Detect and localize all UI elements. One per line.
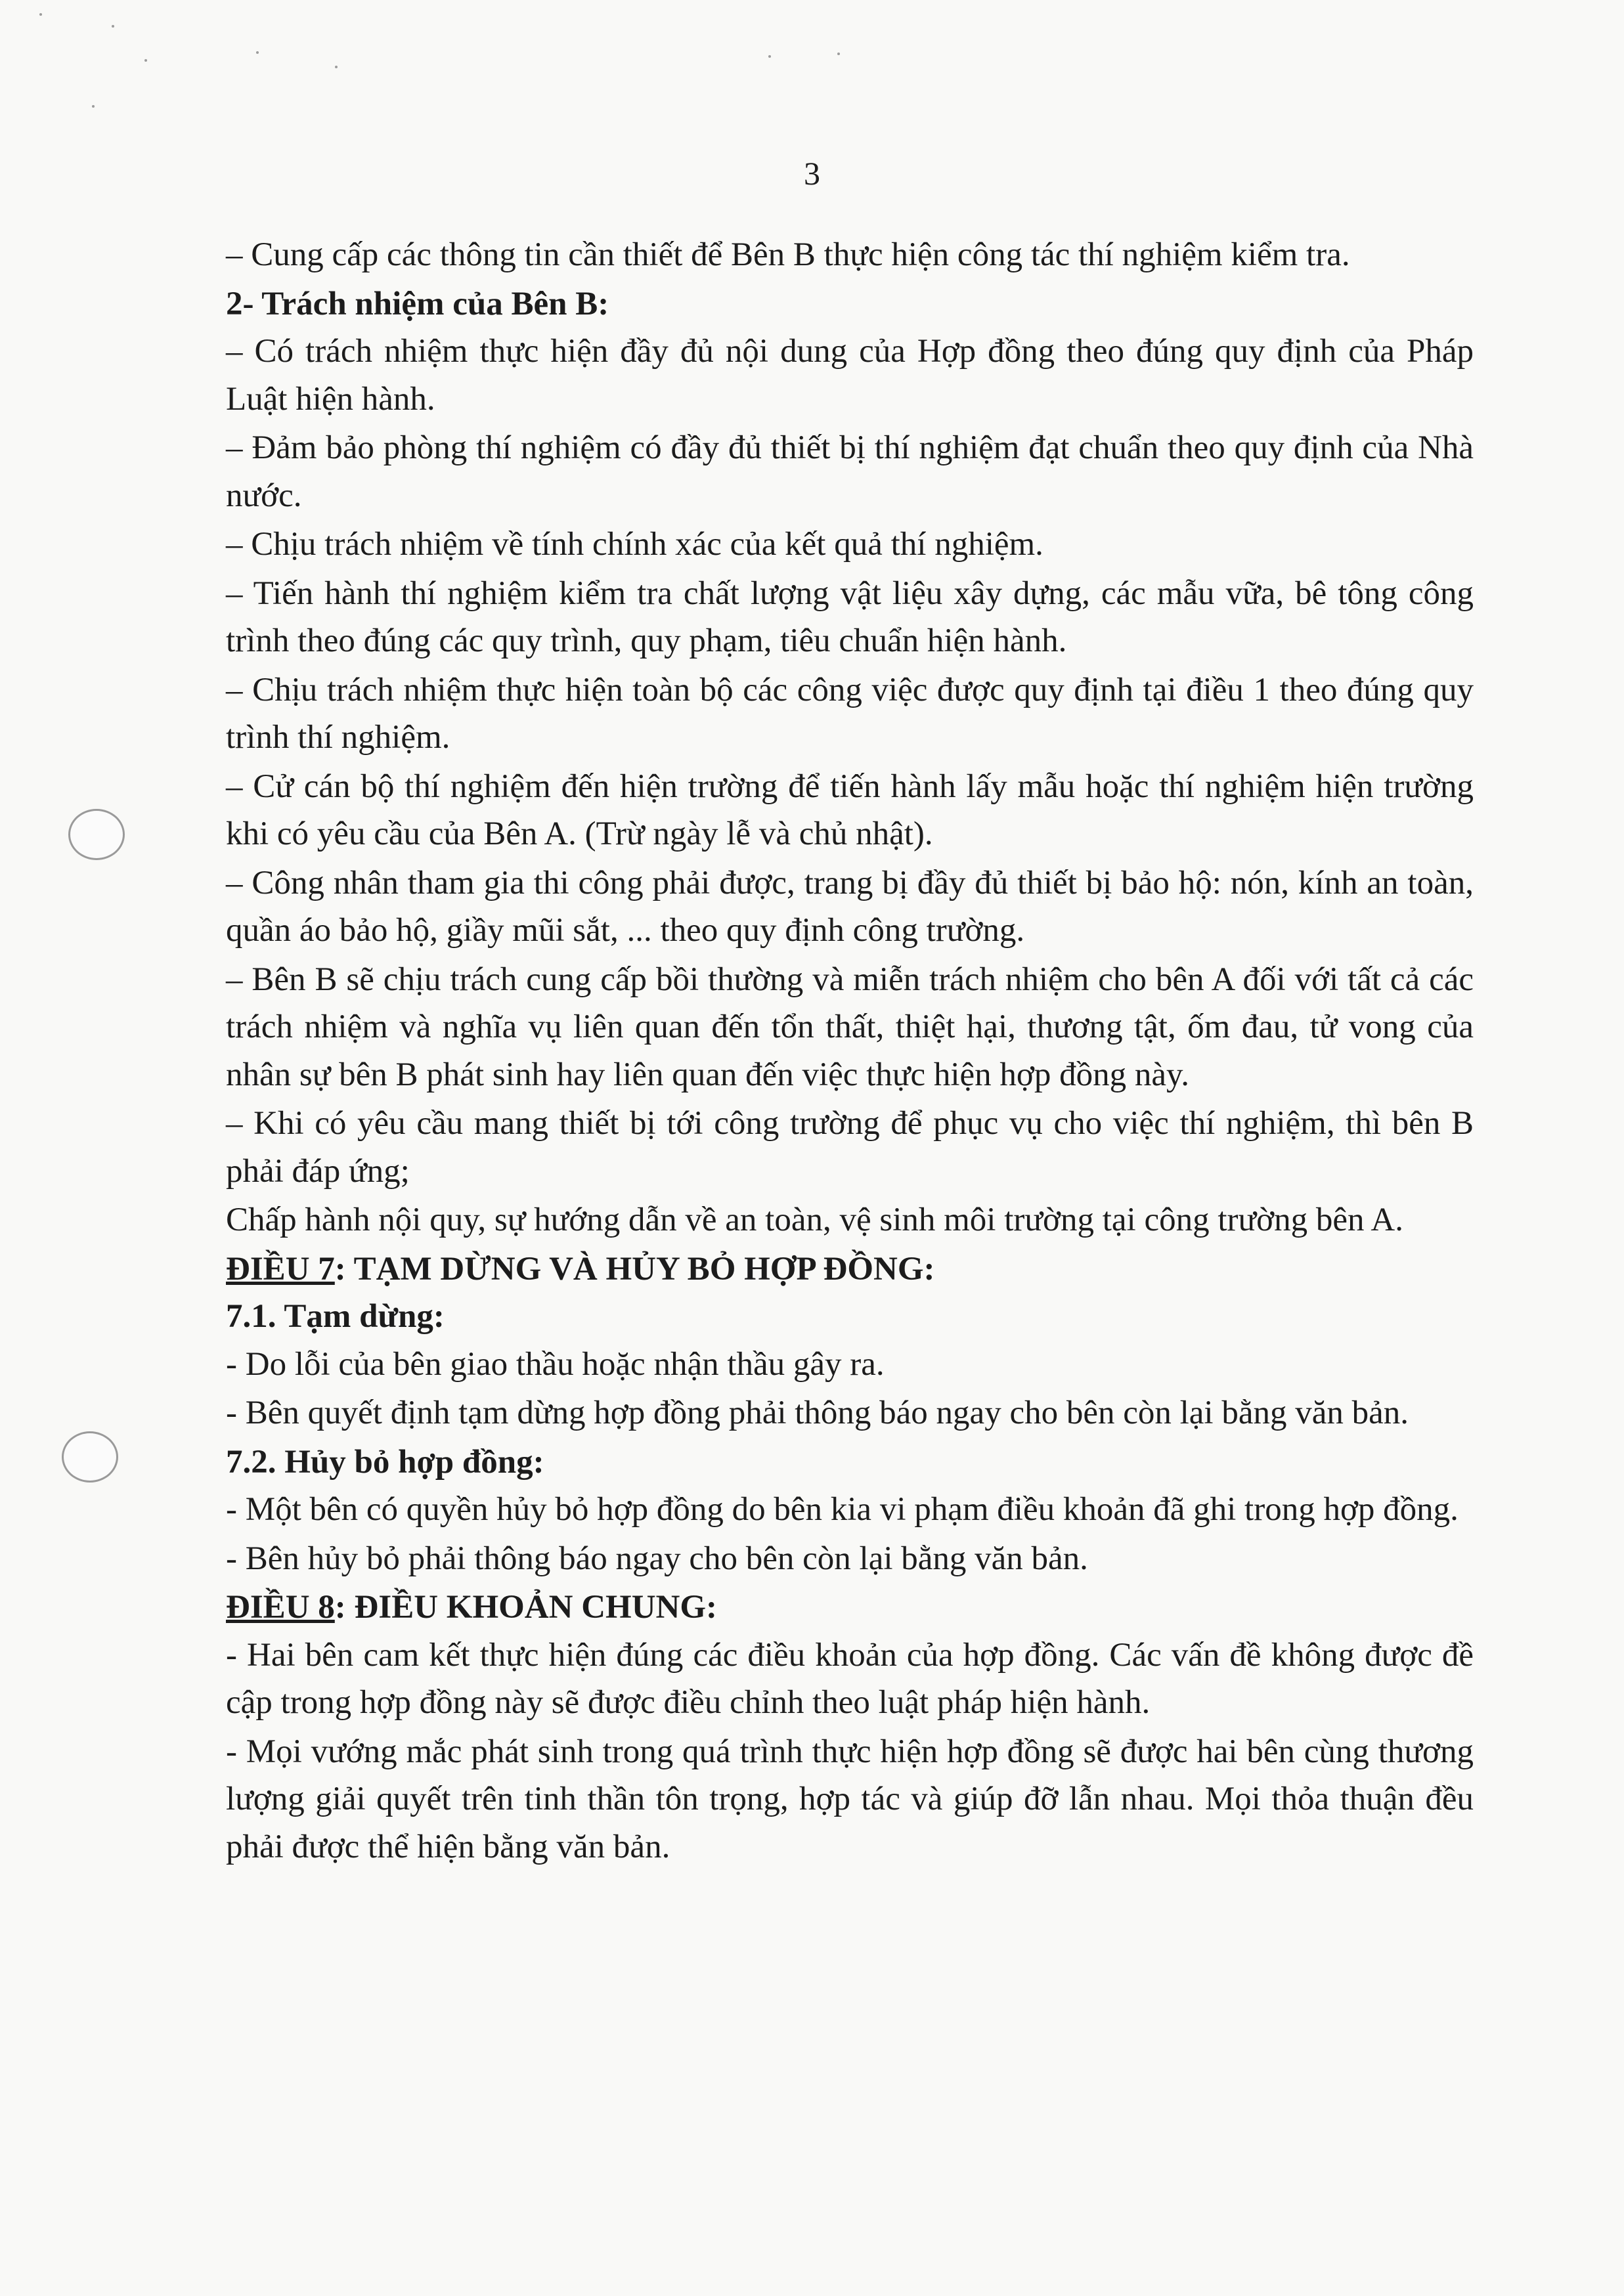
- paragraph: – Cung cấp các thông tin cần thiết để Bên B thực hiện công tác thí nghiệm kiểm tra.: [226, 236, 1350, 273]
- paragraph: – Có trách nhiệm thực hiện đầy đủ nội dung của Hợp đồng theo đúng quy định của Pháp Luật hiện hành.: [226, 333, 1474, 418]
- paragraph: – Công nhân tham gia thi công phải được, trang bị đầy đủ thiết bị bảo hộ: nón, kính an toàn, quần áo bảo hộ, giầy mũi sắt, ... theo quy định công trường.: [226, 864, 1474, 949]
- paragraph: - Bên hủy bỏ phải thông báo ngay cho bên còn lại bằng văn bản.: [226, 1540, 1088, 1577]
- scan-speck: [837, 53, 840, 55]
- section-heading: 7.2. Hủy bỏ hợp đồng:: [226, 1443, 544, 1481]
- paragraph: – Đảm bảo phòng thí nghiệm có đầy đủ thiết bị thí nghiệm đạt chuẩn theo quy định của Nhà nước.: [226, 429, 1474, 514]
- scan-speck: [768, 55, 771, 58]
- document-body: [226, 231, 1474, 1872]
- paragraph: - Do lỗi của bên giao thầu hoặc nhận thầu gây ra.: [226, 1345, 885, 1383]
- article-label: ĐIỀU 8: [226, 1589, 335, 1626]
- scan-speck: [256, 51, 259, 54]
- section-heading: 7.1. Tạm dừng:: [226, 1298, 445, 1335]
- article-heading: [226, 1584, 1474, 1632]
- paragraph: – Tiến hành thí nghiệm kiểm tra chất lượng vật liệu xây dựng, các mẫu vữa, bê tông công trình theo đúng các quy trình, quy phạm, tiêu chuẩn hiện hành.: [226, 574, 1474, 659]
- paragraph: – Bên B sẽ chịu trách cung cấp bồi thường và miễn trách nhiệm cho bên A đối với tất cả các trách nhiệm và nghĩa vụ liên quan đến tổn thất, thiệt hại, thương tật, ốm đau, tử vong của nhân sự bên B phát sinh hay liên quan đến việc thực hiện hợp đồng này.: [226, 961, 1474, 1093]
- article-heading: [226, 1245, 1474, 1293]
- paragraph: – Khi có yêu cầu mang thiết bị tới công trường để phục vụ cho việc thí nghiệm, thì bên B phải đáp ứng;: [226, 1105, 1474, 1190]
- scan-speck: [335, 66, 338, 68]
- paragraph: - Mọi vướng mắc phát sinh trong quá trình thực hiện hợp đồng sẽ được hai bên cùng thương lượng giải quyết trên tinh thần tôn trọng, hợp tác và giúp đỡ lẫn nhau. Mọi thỏa thuận đều phải được thể hiện bằng văn bản.: [226, 1733, 1474, 1865]
- scan-speck: [144, 59, 147, 62]
- section-heading: 2- Trách nhiệm của Bên B:: [226, 285, 609, 322]
- paragraph: – Chịu trách nhiệm thực hiện toàn bộ các công việc được quy định tại điều 1 theo đúng quy trình thí nghiệm.: [226, 671, 1474, 756]
- scan-speck: [92, 105, 95, 108]
- paragraph: – Chịu trách nhiệm về tính chính xác của kết quả thí nghiệm.: [226, 526, 1043, 563]
- article-label: ĐIỀU 7: [226, 1250, 335, 1288]
- paragraph: Chấp hành nội quy, sự hướng dẫn về an toàn, vệ sinh môi trường tại công trường bên A.: [226, 1202, 1403, 1238]
- punch-hole-lower: [62, 1431, 118, 1483]
- article-title: : ĐIỀU KHOẢN CHUNG:: [334, 1589, 718, 1626]
- paragraph: - Hai bên cam kết thực hiện đúng các điều khoản của hợp đồng. Các vấn đề không được đề cập trong hợp đồng này sẽ được điều chỉnh theo luật pháp hiện hành.: [226, 1636, 1474, 1721]
- paragraph: – Cử cán bộ thí nghiệm đến hiện trường để tiến hành lấy mẫu hoặc thí nghiệm hiện trường khi có yêu cầu của Bên A. (Trừ ngày lễ và chủ nhật).: [226, 768, 1474, 852]
- page-number: 3: [804, 155, 820, 192]
- paragraph: - Bên quyết định tạm dừng hợp đồng phải thông báo ngay cho bên còn lại bằng văn bản.: [226, 1395, 1409, 1431]
- punch-hole-upper: [68, 809, 125, 860]
- scan-speck: [39, 13, 42, 16]
- scan-speck: [112, 25, 114, 28]
- article-title: : TẠM DỪNG VÀ HỦY BỎ HỢP ĐỒNG:: [334, 1250, 935, 1288]
- paragraph: - Một bên có quyền hủy bỏ hợp đồng do bên kia vi phạm điều khoản đã ghi trong hợp đồng.: [226, 1491, 1459, 1528]
